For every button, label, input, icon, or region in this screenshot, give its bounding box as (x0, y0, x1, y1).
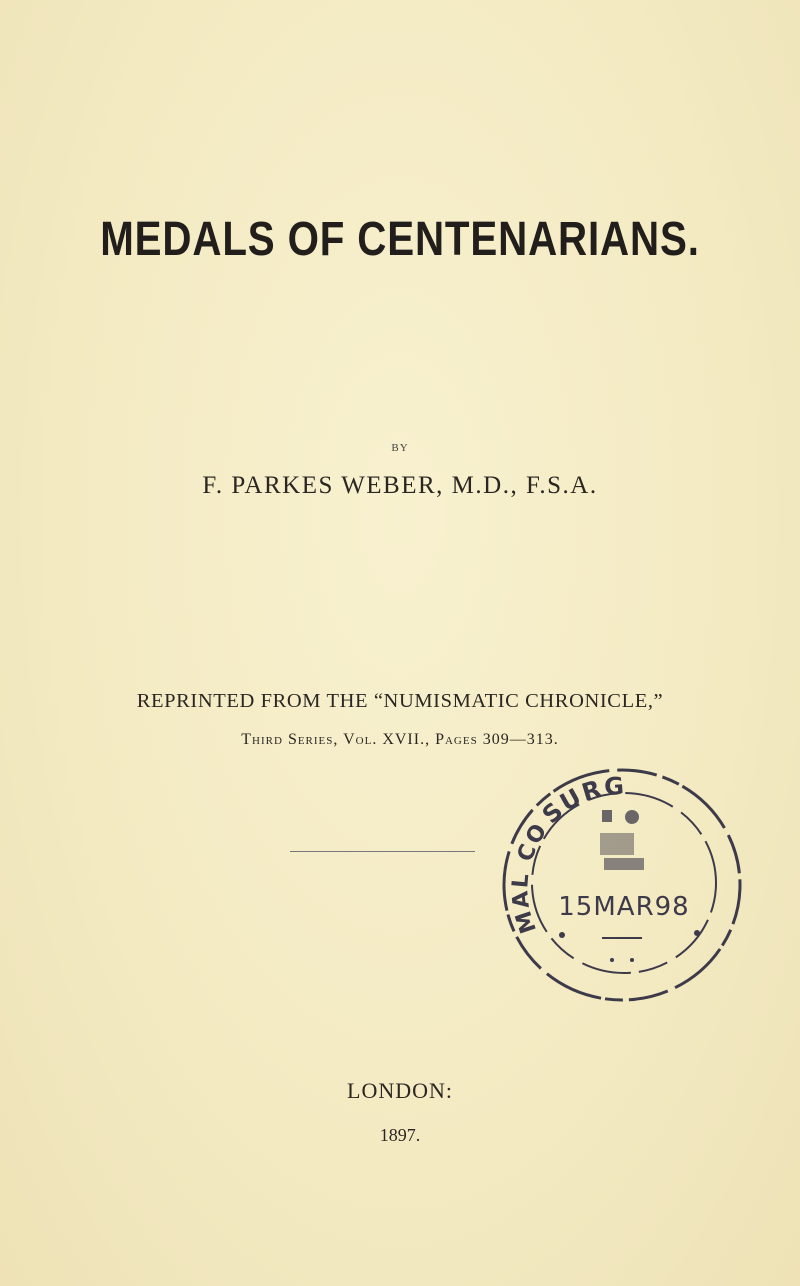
stamp-dots (559, 930, 700, 962)
stamp-date: 15MAR98 (558, 892, 690, 922)
imprint-year: 1897. (379, 1125, 421, 1145)
page-title: MEDALS OF CENTENARIANS. (100, 213, 700, 266)
author-name: F. PARKES WEBER, M.D., F.S.A. (202, 472, 598, 499)
stamp-left-text: MAL CO (508, 818, 554, 937)
stamp-emblem (600, 810, 644, 870)
imprint-city: LONDON: (347, 1078, 453, 1103)
svg-text:SURG (537, 772, 627, 829)
library-stamp (492, 755, 752, 1015)
reprint-note: REPRINTED FROM THE “NUMISMATIC CHRONICLE,” (136, 690, 664, 712)
by-line: BY (391, 442, 409, 454)
divider-rule (290, 851, 475, 852)
stamp-top-text: SURG (536, 771, 627, 830)
series-info: Third Series, Vol. XVII., Pages 309—313. (241, 731, 559, 748)
